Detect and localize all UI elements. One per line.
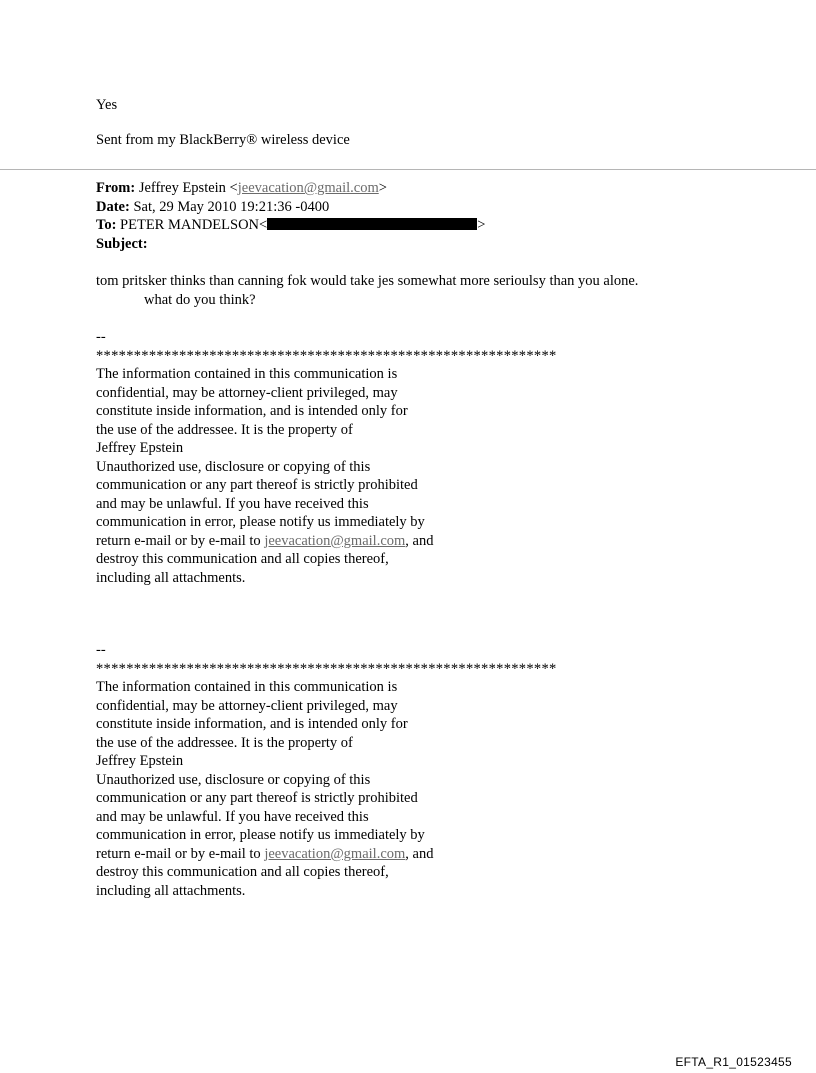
- disclaimer-line: confidential, may be attorney-client privileged, may: [96, 697, 398, 714]
- from-name: Jeffrey Epstein <: [138, 180, 238, 196]
- subject-line: [96, 235, 485, 254]
- disclaimer-line: and may be unlawful. If you have received this: [96, 808, 369, 825]
- disclaimer-line: Unauthorized use, disclosure or copying of this: [96, 771, 371, 788]
- reply-text: Yes: [96, 97, 118, 113]
- disclaimer-line: [96, 532, 596, 551]
- disclaimer-line: communication in error, please notify us immediately by: [96, 514, 425, 530]
- message-line: what do you think?: [144, 291, 256, 308]
- disclaimer-line: destroy this communication and all copies thereof,: [96, 864, 389, 880]
- return-suffix: , and: [405, 532, 434, 549]
- return-suffix: , and: [405, 845, 434, 862]
- return-prefix: return e-mail or by e-mail to: [96, 845, 265, 862]
- disclaimer-line: the use of the addressee. It is the property of: [96, 734, 353, 751]
- disclaimer-line: Jeffrey Epstein: [96, 440, 184, 456]
- date-label: Date:: [96, 198, 130, 215]
- subject-label: Subject:: [96, 235, 148, 252]
- disclaimer-line: constitute inside information, and is intended only for: [96, 403, 408, 419]
- disclaimer-line: communication or any part thereof is strictly prohibited: [96, 477, 418, 493]
- to-close: >: [477, 217, 486, 233]
- return-prefix: return e-mail or by e-mail to: [96, 532, 265, 549]
- disclaimer-email-link[interactable]: jeevacation@gmail.com: [264, 532, 406, 549]
- to-line: [96, 216, 485, 235]
- signature-separator: --: [96, 642, 106, 658]
- message-line: tom pritsker thinks than canning fok would take jes somewhat more serioulsy than you alone.: [96, 273, 639, 289]
- from-email-link[interactable]: jeevacation@gmail.com: [237, 180, 379, 196]
- disclaimer-line: and may be unlawful. If you have received this: [96, 495, 369, 512]
- disclaimer-line: communication or any part thereof is strictly prohibited: [96, 790, 418, 806]
- disclaimer-email-link[interactable]: jeevacation@gmail.com: [264, 845, 406, 862]
- redaction-bar: [267, 218, 477, 230]
- disclaimer-line: the use of the addressee. It is the property of: [96, 421, 353, 438]
- disclaimer-line: The information contained in this communication is: [96, 366, 398, 382]
- asterisk-rule: *************************************************************: [96, 347, 557, 364]
- disclaimer-line: confidential, may be attorney-client privileged, may: [96, 384, 398, 401]
- from-line: [96, 179, 485, 198]
- disclaimer-line: communication in error, please notify us immediately by: [96, 827, 425, 843]
- mobile-signature: Sent from my BlackBerry® wireless device: [96, 132, 350, 148]
- date-value: Sat, 29 May 2010 19:21:36 -0400: [133, 198, 330, 215]
- document-id: EFTA_R1_01523455: [675, 1055, 792, 1069]
- disclaimer-line: The information contained in this communication is: [96, 679, 398, 695]
- disclaimer-line: constitute inside information, and is intended only for: [96, 716, 408, 732]
- disclaimer-block-2: [96, 641, 596, 900]
- disclaimer-line: [96, 845, 596, 864]
- disclaimer-line: Jeffrey Epstein: [96, 753, 184, 769]
- to-name: PETER MANDELSON<: [120, 217, 268, 233]
- disclaimer-line: Unauthorized use, disclosure or copying of this: [96, 458, 371, 475]
- asterisk-rule: *************************************************************: [96, 660, 557, 677]
- disclaimer-block-1: [96, 328, 596, 587]
- disclaimer-line: destroy this communication and all copies thereof,: [96, 551, 389, 567]
- date-line: [96, 198, 485, 217]
- quote-divider: [0, 169, 816, 170]
- from-close: >: [378, 180, 387, 196]
- from-label: From:: [96, 180, 136, 196]
- disclaimer-line: including all attachments.: [96, 569, 246, 586]
- signature-separator: --: [96, 329, 106, 345]
- disclaimer-line: including all attachments.: [96, 882, 246, 899]
- to-label: To:: [96, 217, 117, 233]
- email-header: [96, 179, 485, 253]
- message-body: [96, 272, 776, 309]
